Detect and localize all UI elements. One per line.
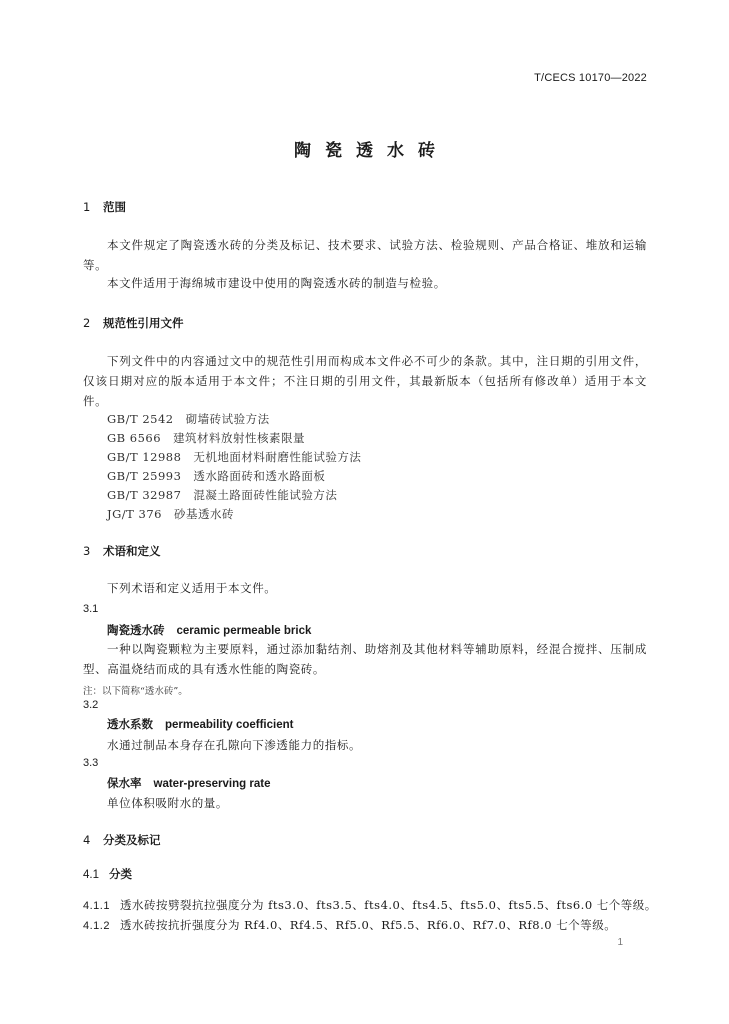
term-number: 3.2 [83,699,99,711]
term-name-cn: 保水率 [107,776,142,790]
normative-references-intro: 下列文件中的内容通过文中的规范性引用而构成本文件必不可少的条款。其中，注日期的引用文件，仅该日期对应的版本适用于本文件；不注日期的引用文件，其最新版本（包括所有修改单）适用于本文件。 [83,354,647,408]
clause-item [83,917,616,933]
term-name-cn: 陶瓷透水砖 [107,623,165,637]
subsection-title: 分类 [109,867,132,881]
reference-item: GB/T 25993 透水路面砖和透水路面板 [107,469,326,483]
scope-paragraph-1: 本文件规定了陶瓷透水砖的分类及标记、技术要求、试验方法、检验规则、产品合格证、堆放和运输等。 [83,238,647,272]
section-heading-3 [83,543,161,559]
document-title: 陶瓷透水砖 [294,141,449,161]
section-number: 4 [83,833,91,847]
reference-item: GB/T 32987 混凝土路面砖性能试验方法 [107,488,338,502]
reference-item: JG/T 376 砂基透水砖 [107,507,234,521]
clause-number: 4.1.2 [83,920,110,932]
term-number: 3.1 [83,603,99,615]
term-name [107,622,311,638]
section-number: 2 [83,316,91,330]
clause-text: 透水砖按劈裂抗拉强度分为 fts3.0、fts3.5、fts4.0、fts4.5、fts5.0、fts5.5、fts6.0 七个等级。 [120,898,657,912]
term-name-en: permeability coefficient [165,719,294,731]
reference-item: GB 6566 建筑材料放射性核素限量 [107,431,306,445]
term-definition: 一种以陶瓷颗粒为主要原料，通过添加黏结剂、助熔剂及其他材料等辅助原料，经混合搅拌、压制成型、高温烧结而成的具有透水性能的陶瓷砖。 [83,642,647,676]
clause-text: 透水砖按抗折强度分为 Rf4.0、Rf4.5、Rf5.0、Rf5.5、Rf6.0、Rf7.0、Rf8.0 七个等级。 [120,918,617,932]
reference-item: GB/T 2542 砌墙砖试验方法 [107,412,270,426]
subsection-heading [83,866,132,882]
subsection-number: 4.1 [83,869,99,881]
term-name-en: water-preserving rate [153,778,271,790]
clause-item [83,897,657,913]
term-note: 注：以下简称“透水砖”。 [83,686,188,697]
term-name-en: ceramic permeable brick [176,625,312,637]
section-heading-1 [83,199,126,215]
terms-intro: 下列术语和定义适用于本文件。 [107,581,277,595]
section-title: 分类及标记 [103,833,161,847]
page-number: 1 [617,937,623,948]
term-name-cn: 透水系数 [107,717,153,731]
section-heading-4 [83,832,161,848]
term-name [107,716,293,732]
scope-paragraph-2: 本文件适用于海绵城市建设中使用的陶瓷透水砖的制造与检验。 [107,276,446,290]
section-number: 1 [83,200,91,214]
section-number: 3 [83,544,91,558]
reference-item: GB/T 12988 无机地面材料耐磨性能试验方法 [107,450,362,464]
term-definition: 单位体积吸附水的量。 [107,796,228,810]
section-title: 术语和定义 [103,544,161,558]
section-title: 范围 [103,200,126,214]
standard-number: T/CECS 10170—2022 [534,72,647,84]
section-heading-2 [83,315,184,331]
term-number: 3.3 [83,757,99,769]
term-definition: 水通过制品本身存在孔隙向下渗透能力的指标。 [107,738,362,752]
section-title: 规范性引用文件 [103,316,184,330]
clause-number: 4.1.1 [83,900,110,912]
term-name [107,775,270,791]
